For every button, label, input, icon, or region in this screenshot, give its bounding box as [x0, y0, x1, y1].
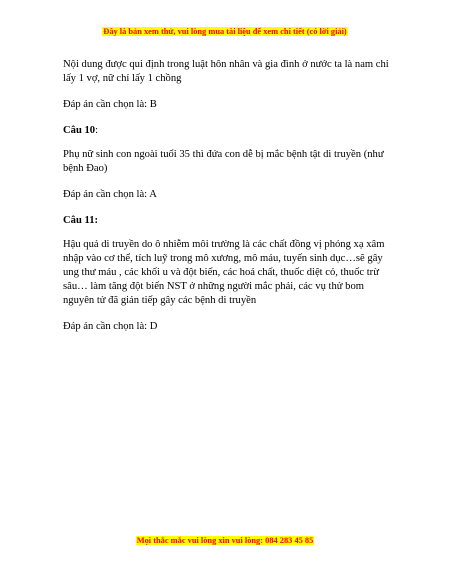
question-11-text: Hậu quả di truyền do ô nhiễm môi trường là các chất đồng vị phóng xạ xâm nhập vào cơ thể, tích luỹ trong mô xương, mô máu, tuyến sinh dục…sẽ gây ung thư máu , các khối u và đột biến, các hoá chất, thuốc diệt cỏ, thuốc trừ sâu… làm tăng đột biến NST ở những người mắc phải, các vụ thử bom nguyên tử đã gián tiếp gây các bệnh di truyền — [63, 239, 385, 306]
preview-notice-banner — [0, 27, 450, 37]
intro-answer: Đáp án cần chọn là: B — [63, 99, 157, 110]
question-11-heading: Câu 11: — [63, 215, 99, 226]
intro-paragraph: Nội dung được qui định trong luật hôn nhân và gia đình ở nước ta là nam chỉ lấy 1 vợ, nữ chỉ lấy 1 chồng — [63, 59, 389, 84]
contact-banner — [0, 536, 450, 546]
question-11-answer: Đáp án cần chọn là: D — [63, 321, 158, 332]
question-10-colon: : — [95, 125, 99, 136]
contact-text: Mọi thắc mắc vui lòng xin vui lòng: 084 283 45 85 — [136, 536, 314, 545]
question-10-heading — [63, 124, 393, 138]
question-10-label: Câu 10 — [63, 125, 96, 136]
preview-notice-text: Đây là bản xem thử, vui lòng mua tài liệu để xem chi tiết (có lời giải) — [103, 27, 347, 36]
question-10-answer: Đáp án cần chọn là: A — [63, 189, 157, 200]
document-body — [63, 58, 393, 346]
question-10-text: Phụ nữ sinh con ngoài tuổi 35 thì đứa con dễ bị mắc bệnh tật di truyền (như bệnh Đao) — [63, 149, 384, 174]
